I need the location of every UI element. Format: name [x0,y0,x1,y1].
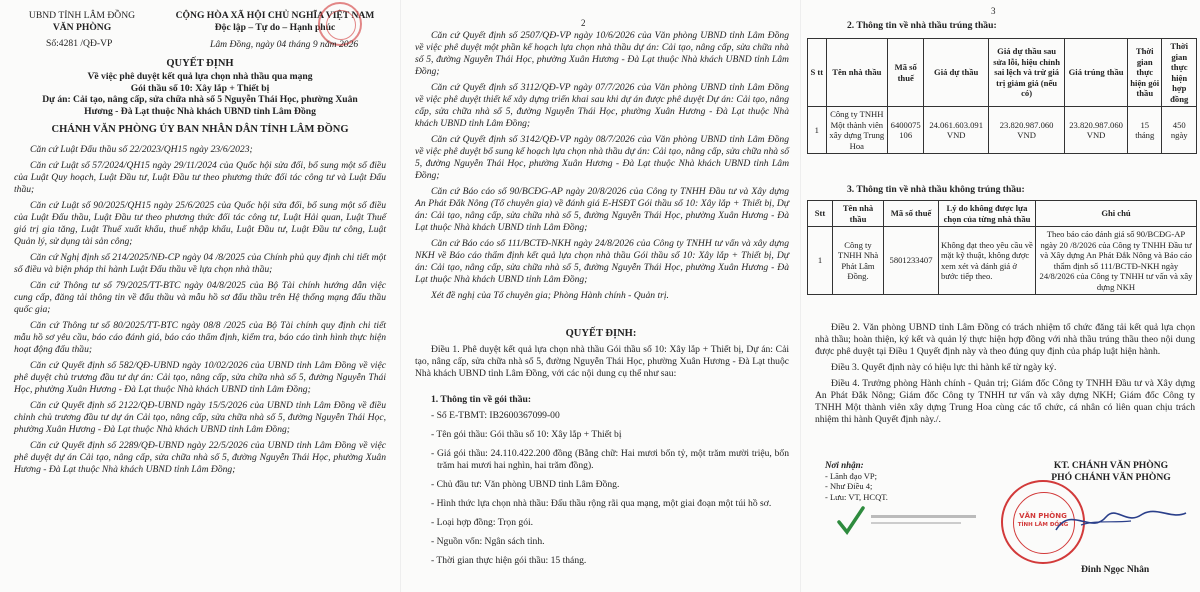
basis-5: Căn cứ Thông tư số 79/2025/TT-BTC ngày 04/8/2025 của Bộ Tài chính hướng dẫn việc cung cấp, đăng tải thông tin về đấu thầu và mẫu hồ sơ đấu thầu trên Hệ thống mạng đấu thầu quốc gia; [14,280,386,315]
org-line-1: UBND TỈNH LÂM ĐỒNG [28,10,136,21]
basis-4: Căn cứ Nghị định số 214/2025/NĐ-CP ngày 04 /8/2025 của Chính phủ quy định chi tiết một số điều và biện pháp thi hành Luật Đấu thầu về lựa chọn nhà thầu; [14,252,386,275]
table-row [808,107,1197,154]
document-page-2 [400,0,801,592]
document-page-1 [0,0,400,592]
nation-header: CỘNG HÒA XÃ HỘI CHỦ NGHĨA VIỆT NAM [175,10,375,21]
table3-cell: Không đạt theo yêu cầu về mặt kỹ thuật, không được xem xét và đánh giá ở bước tiếp theo. [939,227,1036,295]
basis-15: Xét đề nghị của Tổ chuyên gia; Phòng Hành chính - Quản trị. [431,290,669,301]
basis-8: Căn cứ Quyết định số 2122/QĐ-UBND ngày 15/5/2026 của UBND tỉnh Lâm Đồng về điều chỉnh chủ trương đầu tư dự án Cải tạo, nâng cấp, sửa chữa nhà số 5, đường Nguyễn Thái Học, phường Xuân Hương - Đà Lạt thuộc Nhà khách UBND tỉnh Lâm Đồng; [14,400,386,435]
table3-cell: 1 [808,227,833,295]
subject-2: Gói thầu số 10: Xây lắp + Thiết bị [130,82,270,94]
section-2-title: 2. Thông tin về nhà thầu trúng thầu: [847,20,997,31]
recipient-item: - Lãnh đạo VP; [825,470,878,481]
page-number-3: 3 [991,6,996,16]
article-3: Điều 3. Quyết định này có hiệu lực thi hành kể từ ngày ký. [831,362,1057,373]
table2-header: Thời gian thực hiện hợp đồng [1162,39,1197,107]
table3-header: Ghi chú [1036,201,1197,227]
basis-13: Căn cứ Báo cáo số 90/BCĐG-AP ngày 20/8/2026 của Công ty TNHH Đầu tư và Xây dựng An Phát Đắk Nông (Tổ chuyên gia) về đánh giá E-HSĐT Gói thầu số 10: Xây lắp + Thiết bị, Dự án: Cải tạo, nâng cấp, sửa chữa nhà số 5, đường Nguyễn Thái Học, phường Xuân Hương - Đà Lạt thuộc Nhà khách UBND tỉnh Lâm Đồng; [415,186,789,233]
motto: Độc lập – Tự do – Hạnh phúc [214,22,336,33]
basis-11: Căn cứ Quyết định số 3112/QĐ-VP ngày 07/7/2026 của Văn phòng UBND tỉnh Lâm Đồng về việc phê duyệt thiết kế xây dựng triển khai sau khi dự án được phê duyệt Dự án: Cải tạo, nâng cấp, sửa chữa nhà số 5, đường Nguyễn Thái Học, phường Xuân Hương - Đà Lạt thuộc Nhà khách UBND tỉnh Lâm Đồng; [415,82,789,129]
table2-cell: 15 tháng [1127,107,1162,154]
table3-header: Tên nhà thầu [833,201,884,227]
subject-4: Hương - Đà Lạt thuộc Nhà khách UBND tỉnh Lâm Đồng [84,105,316,117]
handwritten-signature [1051,495,1191,545]
item-investor: - Chủ đầu tư: Văn phòng UBND tỉnh Lâm Đồng. [431,479,620,490]
subject-3: Dự án: Cải tạo, nâng cấp, sửa chữa nhà số 5 Nguyễn Thái Học, phường Xuân [42,94,358,105]
table2-cell: 23.820.987.060 VND [1065,107,1128,154]
basis-14: Căn cứ Báo cáo số 111/BCTĐ-NKH ngày 24/8/2026 của Công ty TNHH tư vấn và xây dựng NKH về Báo cáo thẩm định kết quả lựa chọn nhà thầu Gói thầu số 10: Xây lắp + Thiết bị, Dự án: Cải tạo, nâng cấp, sửa chữa nhà số 5, đường Nguyễn Thái Học, phường Xuân Hương - Đà Lạt thuộc Nhà khách UBND tỉnh Lâm Đồng; [415,238,789,285]
table2-header: Mã số thuế [888,39,924,107]
table2-cell: Công ty TNHH Một thành viên xây dựng Trung Hoa [826,107,887,154]
basis-3: Căn cứ Luật số 90/2025/QH15 ngày 25/6/2025 của Quốc hội sửa đổi, bổ sung một số điều của Luật Đấu thầu, Luật Đầu tư theo phương thức đối tác công tư, Luật Hải quan, Luật Thuế giá trị gia tăng, Luật Thuế xuất khẩu, thuế nhập khẩu, Luật Đầu tư, Luật Đầu tư công, Luật Quản lý, sử dụng tài sản công; [14,200,386,247]
table2-header: Thời gian thực hiện gói thầu [1127,39,1162,107]
page-number-2: 2 [581,18,586,28]
table3-header: Mã số thuế [884,201,939,227]
losing-contractor-table [807,200,1197,295]
digital-signature-stamp [831,500,981,540]
authority-heading: CHÁNH VĂN PHÒNG ỦY BAN NHÂN DÂN TỈNH LÂM ĐỒNG [51,124,349,135]
item-funding: - Nguồn vốn: Ngân sách tỉnh. [431,536,545,547]
table2-cell: 23.820.987.060 VND [989,107,1065,154]
section-3-title: 3. Thông tin về nhà thầu không trúng thầu: [847,184,1025,195]
item-selection-method: - Hình thức lựa chọn nhà thầu: Đấu thầu rộng rãi qua mạng, một giai đoạn một túi hồ sơ. [431,498,772,509]
table2-header: Giá dự thầu sau sửa lỗi, hiệu chỉnh sai lệch và trừ giá trị giảm giá (nếu có) [989,39,1065,107]
table2-cell: 24.061.603.091 VND [924,107,989,154]
basis-2: Căn cứ Luật số 57/2024/QH15 ngày 29/11/2024 của Quốc hội sửa đổi, bổ sung một số điều của Luật Quy hoạch, Luật Đầu tư, Luật Đầu tư theo phương thức đối tác công tư và Luật Đấu thầu; [14,160,386,195]
table2-header: S tt [808,39,827,107]
winning-contractor-table [807,38,1197,154]
recipient-item: - Như Điều 4; [825,481,873,491]
doc-number: Số:4281 /QĐ-VP [46,38,113,49]
article-4: Điều 4. Trưởng phòng Hành chính - Quản trị; Giám đốc Công ty TNHH Đầu tư và Xây dựng An Phát Đắk Nông; Giám đốc Công ty TNHH tư vấn và xây dựng NKH; Giám đốc Công ty TNHH Một thành viên xây dựng Trung Hoa cùng các tổ chức, cá nhân có liên quan chịu trách nhiệm thi hành Quyết định này./. [815,378,1195,425]
basis-6: Căn cứ Thông tư số 80/2025/TT-BTC ngày 08/8 /2025 của Bộ Tài chính quy định chi tiết mẫu hồ sơ yêu cầu, báo cáo đánh giá, báo cáo thẩm định, kiểm tra, báo cáo tình hình thực hiện hoạt động đấu thầu; [14,320,386,355]
org-line-2: VĂN PHÒNG [52,22,112,33]
article-2: Điều 2. Văn phòng UBND tỉnh Lâm Đồng có trách nhiệm tổ chức đăng tải kết quả lựa chọn nhà thầu; hoàn thiện, ký kết và quản lý thực hiện hợp đồng với nhà thầu trúng thầu theo nội dung được phê duyệt tại Điều 1 Quyết định này và theo đúng quy định của pháp luật hiện hành. [815,322,1195,357]
basis-7: Căn cứ Quyết định số 582/QĐ-UBND ngày 10/02/2026 của UBND tỉnh Lâm Đồng về việc phê duyệt chủ trương đầu tư dự án: Cải tạo, nâng cấp, sửa chữa nhà số 5, đường Nguyễn Thái Học, phường Xuân Hương - Đà Lạt thuộc Nhà khách UBND tỉnh Lâm Đồng; [14,360,386,395]
table3-cell: 5801233407 [884,227,939,295]
section-1-title: 1. Thông tin về gói thầu: [431,394,532,405]
table2-cell: 6400075106 [888,107,924,154]
item-package-price: - Giá gói thầu: 24.110.422.200 đồng (Bằng chữ: Hai mươi bốn tỷ, một trăm mười triệu, bốn trăm hai mươi hai nghìn, hai trăm đồng). [431,448,789,471]
table3-cell: Theo báo cáo đánh giá số 90/BCĐG-AP ngày 20 /8/2026 của Công ty TNHH Đầu tư và Xây dựng An Phát Đắk Nông và Báo cáo thẩm định số 111/BCTĐ-NKH ngày 24/8/2026 của Công ty TNHH tư vấn và xây dựng NKH [1036,227,1197,295]
article-1: Điều 1. Phê duyệt kết quả lựa chọn nhà thầu Gói thầu số 10: Xây lắp + Thiết bị, Dự án: Cải tạo, nâng cấp, sửa chữa nhà số 5, đường Nguyễn Thái Học, phường Xuân Hương - Đà Lạt thuộc Nhà khách UBND tỉnh Lâm Đồng, với các nội dung cụ thể như sau: [415,344,789,379]
table-row [808,227,1197,295]
item-package-name: - Tên gói thầu: Gói thầu số 10: Xây lắp + Thiết bị [431,429,622,440]
table2-header: Giá dự thầu [924,39,989,107]
table2-header: Tên nhà thầu [826,39,887,107]
table3-header: Stt [808,201,833,227]
signer-title-2: PHÓ CHÁNH VĂN PHÒNG [1051,472,1171,483]
seal-text-2: TỈNH LÂM ĐỒNG [1017,522,1069,528]
recipient-item: - Lưu: VT, HCQT. [825,491,888,502]
table3-cell: Công ty TNHH Nhà Phát Lâm Đồng. [833,227,884,295]
table2-cell: 1 [808,107,827,154]
basis-9: Căn cứ Quyết định số 2289/QĐ-UBND ngày 22/5/2026 của UBND tỉnh Lâm Đồng về việc phê duyệt dự án Cải tạo, nâng cấp, sửa chữa nhà số 5, đường Nguyễn Thái Học, phường Xuân Hương - Đà Lạt thuộc Nhà khách UBND tỉnh Lâm Đồng; [14,440,386,475]
basis-12: Căn cứ Quyết định số 3142/QĐ-VP ngày 08/7/2026 của Văn phòng UBND tỉnh Lâm Đồng về việc phê duyệt bổ sung kế hoạch lựa chọn nhà thầu dự án: Cải tạo, nâng cấp, sửa chữa nhà số 5, đường Nguyễn Thái Học, phường Xuân Hương - Đà Lạt thuộc Nhà khách UBND tỉnh Lâm Đồng; [415,134,789,181]
basis-10: Căn cứ Quyết định số 2507/QĐ-VP ngày 10/6/2026 của Văn phòng UBND tỉnh Lâm Đồng về việc phê duyệt một phần kế hoạch lựa chọn nhà thầu dự án: Cải tạo, nâng cấp, sửa chữa nhà số 5, đường Nguyễn Thái Học, phường Xuân Hương - Đà Lạt thuộc Nhà khách UBND tỉnh Lâm Đồng; [415,30,789,77]
date-line: Lâm Đồng, ngày 04 tháng 9 năm 2026 [210,39,359,50]
basis-1: Căn cứ Luật Đấu thầu số 22/2023/QH15 ngày 23/6/2023; [30,144,253,155]
signer-title-1: KT. CHÁNH VĂN PHÒNG [1053,460,1169,471]
table2-cell: 450 ngày [1162,107,1197,154]
table2-header: Giá trúng thầu [1065,39,1128,107]
document-page-3 [800,0,1200,592]
item-duration: - Thời gian thực hiện gói thầu: 15 tháng. [431,555,587,566]
item-etbmt: - Số E-TBMT: IB2600367099-00 [431,410,560,421]
signer-name: Đinh Ngọc Nhân [1081,564,1150,575]
doc-type: QUYẾT ĐỊNH [166,58,234,69]
seal-text: VĂN PHÒNG [1019,512,1067,520]
item-contract-type: - Loại hợp đồng: Trọn gói. [431,517,534,528]
recipients-title: Nơi nhận: [825,460,864,470]
subject-1: Về việc phê duyệt kết quả lựa chọn nhà thầu qua mạng [87,71,313,82]
decision-heading: QUYẾT ĐỊNH: [565,328,637,339]
table3-header: Lý do không được lựa chọn của từng nhà thầu [939,201,1036,227]
